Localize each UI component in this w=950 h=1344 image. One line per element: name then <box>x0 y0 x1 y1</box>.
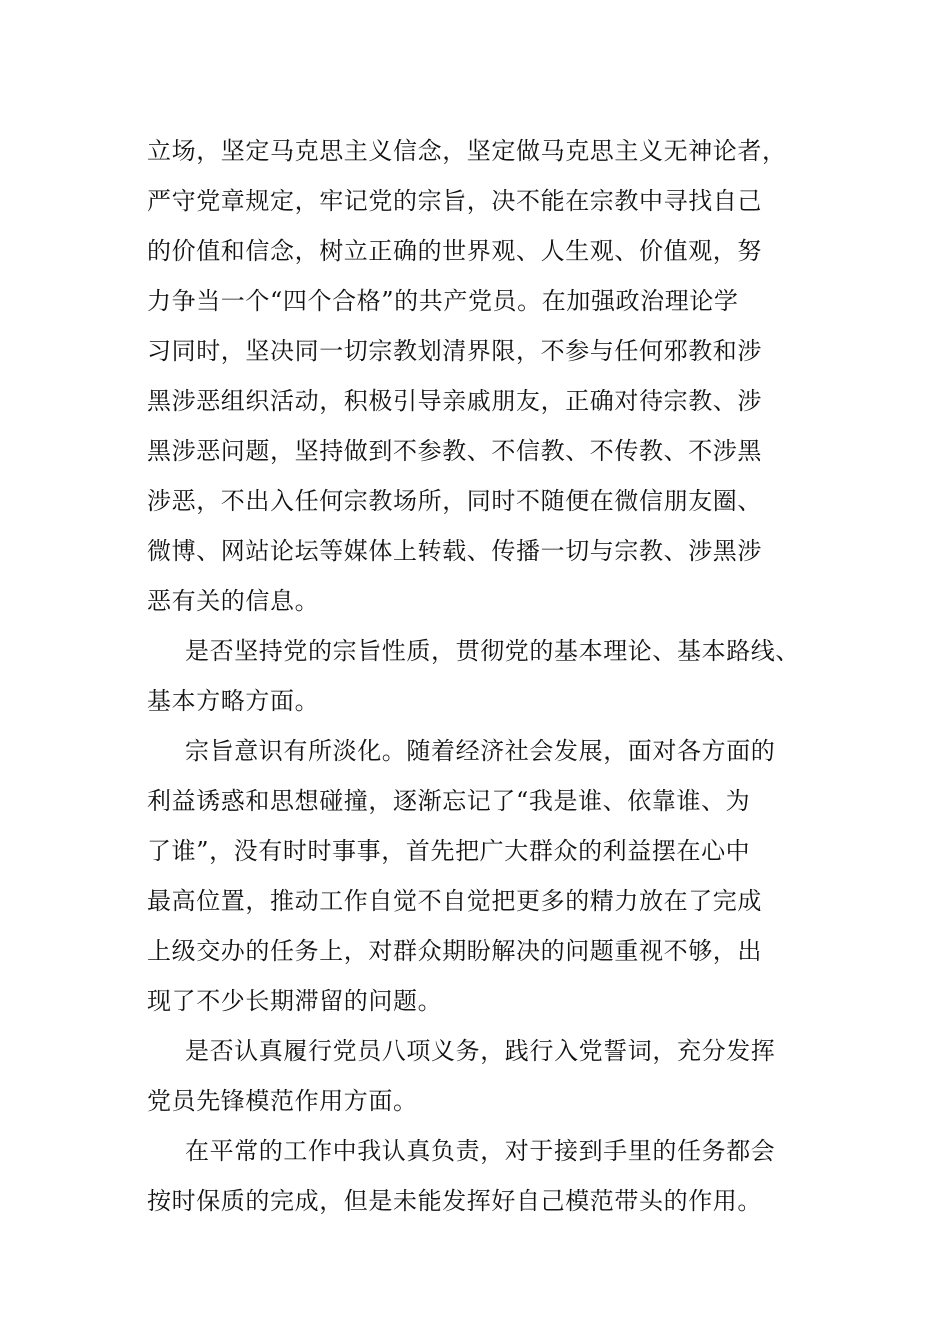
text-line: 利益诱惑和思想碰撞，逐渐忘记了“我是谁、依靠谁、为 <box>147 787 751 815</box>
text-line: 宗旨意识有所淡化。随着经济社会发展，面对各方面的 <box>185 737 776 765</box>
text-line: 黑涉恶问题，坚持做到不参教、不信教、不传教、不涉黑 <box>147 437 762 465</box>
section-heading-line: 基本方略方面。 <box>147 687 320 715</box>
text-line: 上级交办的任务上，对群众期盼解决的问题重视不够，出 <box>147 937 762 965</box>
text-line: 微博、网站论坛等媒体上转载、传播一切与宗教、涉黑涉 <box>147 537 762 565</box>
text-line: 习同时，坚决同一切宗教划清界限，不参与任何邪教和涉 <box>147 337 762 365</box>
text-line: 了谁”，没有时时事事，首先把广大群众的利益摆在心中 <box>147 837 751 865</box>
section-heading-line: 是否认真履行党员八项义务，践行入党誓词，充分发挥 <box>185 1037 776 1065</box>
text-line: 严守党章规定，牢记党的宗旨，决不能在宗教中寻找自己 <box>147 187 762 215</box>
text-line: 按时保质的完成，但是未能发挥好自己模范带头的作用。 <box>147 1187 762 1215</box>
text-line: 现了不少长期滞留的问题。 <box>147 987 443 1015</box>
section-heading-line: 党员先锋模范作用方面。 <box>147 1087 418 1115</box>
text-line: 涉恶，不出入任何宗教场所，同时不随便在微信朋友圈、 <box>147 487 762 515</box>
text-line: 力争当一个“四个合格”的共产党员。在加强政治理论学 <box>147 287 739 315</box>
text-line: 立场，坚定马克思主义信念，坚定做马克思主义无神论者， <box>147 137 787 165</box>
section-heading-line: 是否坚持党的宗旨性质，贯彻党的基本理论、基本路线、 <box>185 637 800 665</box>
text-line: 最高位置，推动工作自觉不自觉把更多的精力放在了完成 <box>147 887 762 915</box>
text-line: 的价值和信念，树立正确的世界观、人生观、价值观，努 <box>147 237 762 265</box>
text-line: 恶有关的信息。 <box>147 587 320 615</box>
text-line: 黑涉恶组织活动，积极引导亲戚朋友，正确对待宗教、涉 <box>147 387 762 415</box>
text-line: 在平常的工作中我认真负责，对于接到手里的任务都会 <box>185 1137 776 1165</box>
